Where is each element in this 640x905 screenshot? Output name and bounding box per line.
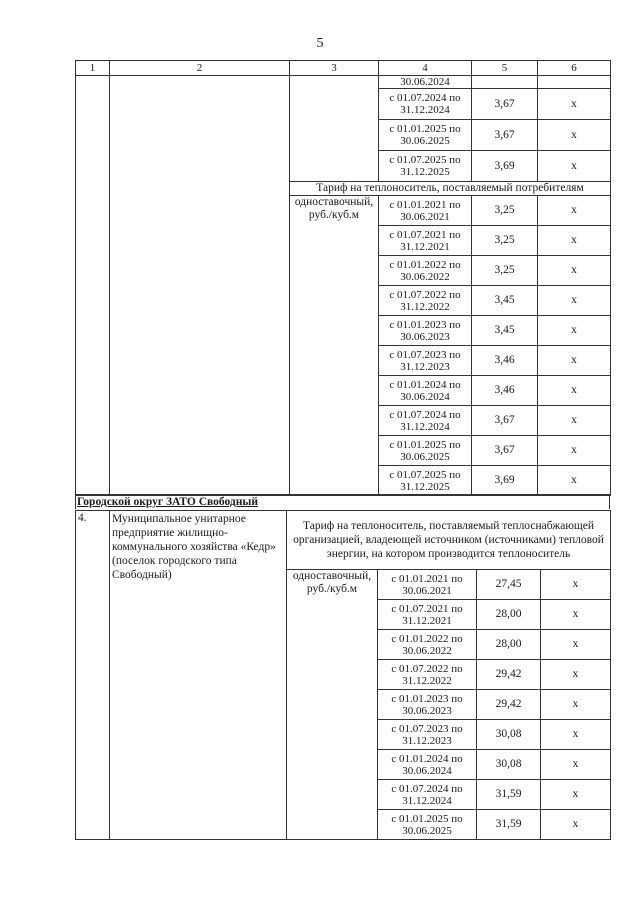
column-number: 2 bbox=[110, 61, 290, 76]
period-cell: с 01.07.2021 по 31.12.2021 bbox=[379, 226, 472, 256]
mark-cell: x bbox=[541, 720, 611, 750]
period-cell: с 01.01.2023 по 30.06.2023 bbox=[379, 316, 472, 346]
period-cell: с 01.01.2022 по 30.06.2022 bbox=[379, 256, 472, 286]
mark-cell: x bbox=[538, 406, 611, 436]
value-cell: 30,08 bbox=[477, 750, 541, 780]
period-cell: с 01.01.2023 по 30.06.2023 bbox=[378, 690, 477, 720]
value-cell: 3,46 bbox=[472, 346, 538, 376]
period-cell: с 01.07.2025 по 31.12.2025 bbox=[379, 466, 472, 496]
organization-cell bbox=[110, 76, 290, 496]
tariff-section-title: Тариф на теплоноситель, поставляемый теплоснабжающей организацией, владеющей источником (источниками) тепловой энергии, на котором производится теплоноситель bbox=[287, 511, 611, 570]
column-number: 5 bbox=[472, 61, 538, 76]
page-number: 5 bbox=[316, 36, 324, 51]
mark-cell: x bbox=[541, 810, 611, 840]
value-cell: 3,25 bbox=[472, 226, 538, 256]
entry-row bbox=[76, 511, 611, 570]
mark-cell: x bbox=[538, 436, 611, 466]
value-cell: 3,25 bbox=[472, 256, 538, 286]
tariff-row bbox=[76, 76, 611, 89]
mark-cell: x bbox=[541, 630, 611, 660]
period-cell: с 01.01.2022 по 30.06.2022 bbox=[378, 630, 477, 660]
tariff-table-continued bbox=[75, 60, 611, 496]
entry-number: 4. bbox=[76, 511, 110, 840]
organization-name: Муниципальное унитарное предприятие жилищно-коммунального хозяйства «Кедр» (поселок городского типа Свободный) bbox=[110, 511, 287, 840]
value-cell: 31,59 bbox=[477, 810, 541, 840]
unit-cell bbox=[290, 76, 379, 182]
value-cell bbox=[472, 76, 538, 89]
mark-cell: x bbox=[538, 151, 611, 182]
mark-cell: x bbox=[538, 376, 611, 406]
unit-cell: одноставочный, руб./куб.м bbox=[287, 570, 378, 840]
period-cell: с 01.07.2022 по 31.12.2022 bbox=[378, 660, 477, 690]
period-cell: с 01.01.2024 по 30.06.2024 bbox=[379, 376, 472, 406]
mark-cell: x bbox=[538, 256, 611, 286]
value-cell: 31,59 bbox=[477, 780, 541, 810]
mark-cell bbox=[538, 76, 611, 89]
value-cell: 30,08 bbox=[477, 720, 541, 750]
value-cell: 3,25 bbox=[472, 196, 538, 226]
value-cell: 28,00 bbox=[477, 600, 541, 630]
value-cell: 3,46 bbox=[472, 376, 538, 406]
mark-cell: x bbox=[541, 660, 611, 690]
period-cell: с 01.07.2024 по 31.12.2024 bbox=[378, 780, 477, 810]
value-cell: 3,67 bbox=[472, 436, 538, 466]
column-number: 3 bbox=[290, 61, 379, 76]
region-heading: Городской округ ЗАТО Свободный bbox=[75, 494, 610, 509]
mark-cell: x bbox=[541, 570, 611, 600]
entry-number-cell bbox=[76, 76, 110, 496]
period-cell: с 01.07.2021 по 31.12.2021 bbox=[378, 600, 477, 630]
value-cell: 29,42 bbox=[477, 660, 541, 690]
period-cell: с 01.07.2024 по 31.12.2024 bbox=[379, 406, 472, 436]
period-cell: с 01.07.2023 по 31.12.2023 bbox=[379, 346, 472, 376]
mark-cell: x bbox=[538, 196, 611, 226]
unit-cell: одноставочный, руб./куб.м bbox=[290, 196, 379, 496]
mark-cell: x bbox=[538, 89, 611, 120]
column-number: 6 bbox=[538, 61, 611, 76]
mark-cell: x bbox=[538, 466, 611, 496]
period-cell: 30.06.2024 bbox=[379, 76, 472, 89]
value-cell: 3,45 bbox=[472, 286, 538, 316]
period-cell: с 01.07.2023 по 31.12.2023 bbox=[378, 720, 477, 750]
mark-cell: x bbox=[541, 780, 611, 810]
value-cell: 29,42 bbox=[477, 690, 541, 720]
value-cell: 3,67 bbox=[472, 406, 538, 436]
period-cell: с 01.01.2025 по 30.06.2025 bbox=[378, 810, 477, 840]
mark-cell: x bbox=[538, 120, 611, 151]
period-cell: с 01.07.2024 по 31.12.2024 bbox=[379, 89, 472, 120]
period-cell: с 01.01.2025 по 30.06.2025 bbox=[379, 120, 472, 151]
period-cell: с 01.07.2022 по 31.12.2022 bbox=[379, 286, 472, 316]
mark-cell: x bbox=[541, 600, 611, 630]
mark-cell: x bbox=[538, 286, 611, 316]
period-cell: с 01.01.2024 по 30.06.2024 bbox=[378, 750, 477, 780]
value-cell: 3,69 bbox=[472, 151, 538, 182]
value-cell: 3,69 bbox=[472, 466, 538, 496]
mark-cell: x bbox=[538, 226, 611, 256]
mark-cell: x bbox=[541, 690, 611, 720]
column-numbers-row bbox=[76, 61, 611, 76]
value-cell: 28,00 bbox=[477, 630, 541, 660]
tariff-section-title: Тариф на теплоноситель, поставляемый потребителям bbox=[290, 182, 611, 196]
value-cell: 3,67 bbox=[472, 120, 538, 151]
column-number: 4 bbox=[379, 61, 472, 76]
column-number: 1 bbox=[76, 61, 110, 76]
value-cell: 27,45 bbox=[477, 570, 541, 600]
value-cell: 3,45 bbox=[472, 316, 538, 346]
period-cell: с 01.07.2025 по 31.12.2025 bbox=[379, 151, 472, 182]
value-cell: 3,67 bbox=[472, 89, 538, 120]
mark-cell: x bbox=[541, 750, 611, 780]
period-cell: с 01.01.2021 по 30.06.2021 bbox=[378, 570, 477, 600]
period-cell: с 01.01.2025 по 30.06.2025 bbox=[379, 436, 472, 466]
mark-cell: x bbox=[538, 316, 611, 346]
period-cell: с 01.01.2021 по 30.06.2021 bbox=[379, 196, 472, 226]
tariff-table-svobodny bbox=[75, 510, 611, 840]
mark-cell: x bbox=[538, 346, 611, 376]
